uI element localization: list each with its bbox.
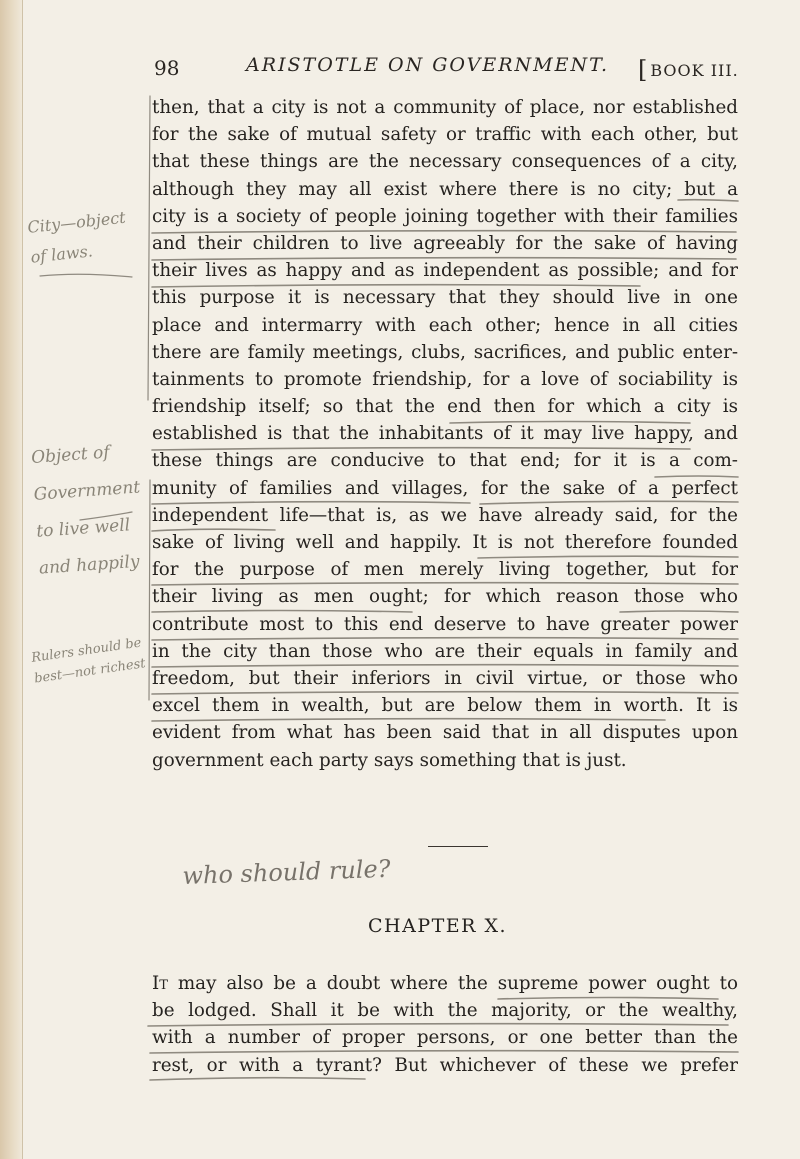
text-line: and their children to live agreeably for the sake of having (152, 232, 738, 254)
underline (40, 274, 132, 277)
text-line: that these things are the necessary consequences of a city, (152, 151, 738, 173)
text-line: for the sake of mutual safety or traffic with each other, but (152, 124, 738, 146)
text-line: rest, or with a tyrant? But whichever of these we prefer (152, 1054, 738, 1076)
text-line: their living as men ought; for which reason those who (152, 586, 738, 608)
page-edge (0, 0, 23, 1159)
text-line: although they may all exist where there is no city; but a (152, 178, 738, 200)
text-line: their lives as happy and as independent as possible; and for (152, 260, 738, 282)
text-line: munity of families and villages, for the sake of a perfect (152, 477, 738, 499)
text-line: in the city than those who are their equals in family and (152, 640, 738, 662)
chapter-line-text: may also be a doubt where the supreme power ought to (167, 973, 738, 994)
text-line: then, that a city is not a community of place, nor established (152, 97, 738, 118)
text-line: evident from what has been said that in all disputes upon (152, 722, 738, 744)
text-line: contribute most to this end deserve to have greater power (152, 613, 738, 635)
running-head (150, 50, 740, 84)
running-title: ARISTOTLE ON GOVERNMENT. (246, 54, 610, 76)
book-label (638, 54, 739, 82)
chapter-title: CHAPTER X. (368, 915, 508, 937)
chapter-text (152, 970, 738, 1079)
bracket-glyph: [ (638, 56, 649, 84)
text-line: independent life—that is, as we have already said, for the (152, 504, 738, 526)
text-line: these things are conducive to that end; for it is a com- (152, 450, 738, 472)
text-line: be lodged. Shall it be with the majority, or the wealthy, (152, 1000, 738, 1022)
text-line: friendship itself; so that the end then for which a city is (152, 396, 738, 418)
text-line: place and intermarry with each other; hence in all cities (152, 314, 738, 336)
text-line: city is a society of people joining together with their families (152, 205, 738, 227)
page-number: 98 (154, 56, 180, 80)
chapter-opening-word: It (152, 973, 168, 994)
handwritten-question: who should rule? (182, 854, 391, 890)
margin-note: Rulers should be best—not richest (30, 635, 147, 687)
text-line: with a number of proper persons, or one better than the (152, 1027, 738, 1049)
text-line: sake of living well and happily. It is not therefore founded (152, 532, 738, 553)
text-line: excel them in wealth, but are below them in worth. It is (152, 695, 738, 717)
text-line: freedom, but their inferiors in civil virtue, or those who (152, 667, 738, 689)
marginal-bracket (148, 96, 150, 700)
margin-note: City—object of laws. (26, 207, 127, 267)
text-line: established is that the inhabitants of it may live happy, and (152, 423, 738, 445)
text-line (152, 970, 738, 997)
text-line: government each party says something that is just. (152, 749, 627, 771)
margin-note: Object of Government to live well and happily (30, 442, 141, 579)
text-line: tainments to promote friendship, for a love of sociability is (152, 368, 738, 390)
book-label-text: BOOK III. (650, 61, 739, 80)
section-divider (428, 846, 488, 847)
body-text (152, 94, 738, 774)
text-line: for the purpose of men merely living together, but for (152, 559, 738, 581)
text-line: this purpose it is necessary that they should live in one (152, 287, 738, 309)
text-line: there are family meetings, clubs, sacrifices, and public enter- (152, 341, 738, 363)
